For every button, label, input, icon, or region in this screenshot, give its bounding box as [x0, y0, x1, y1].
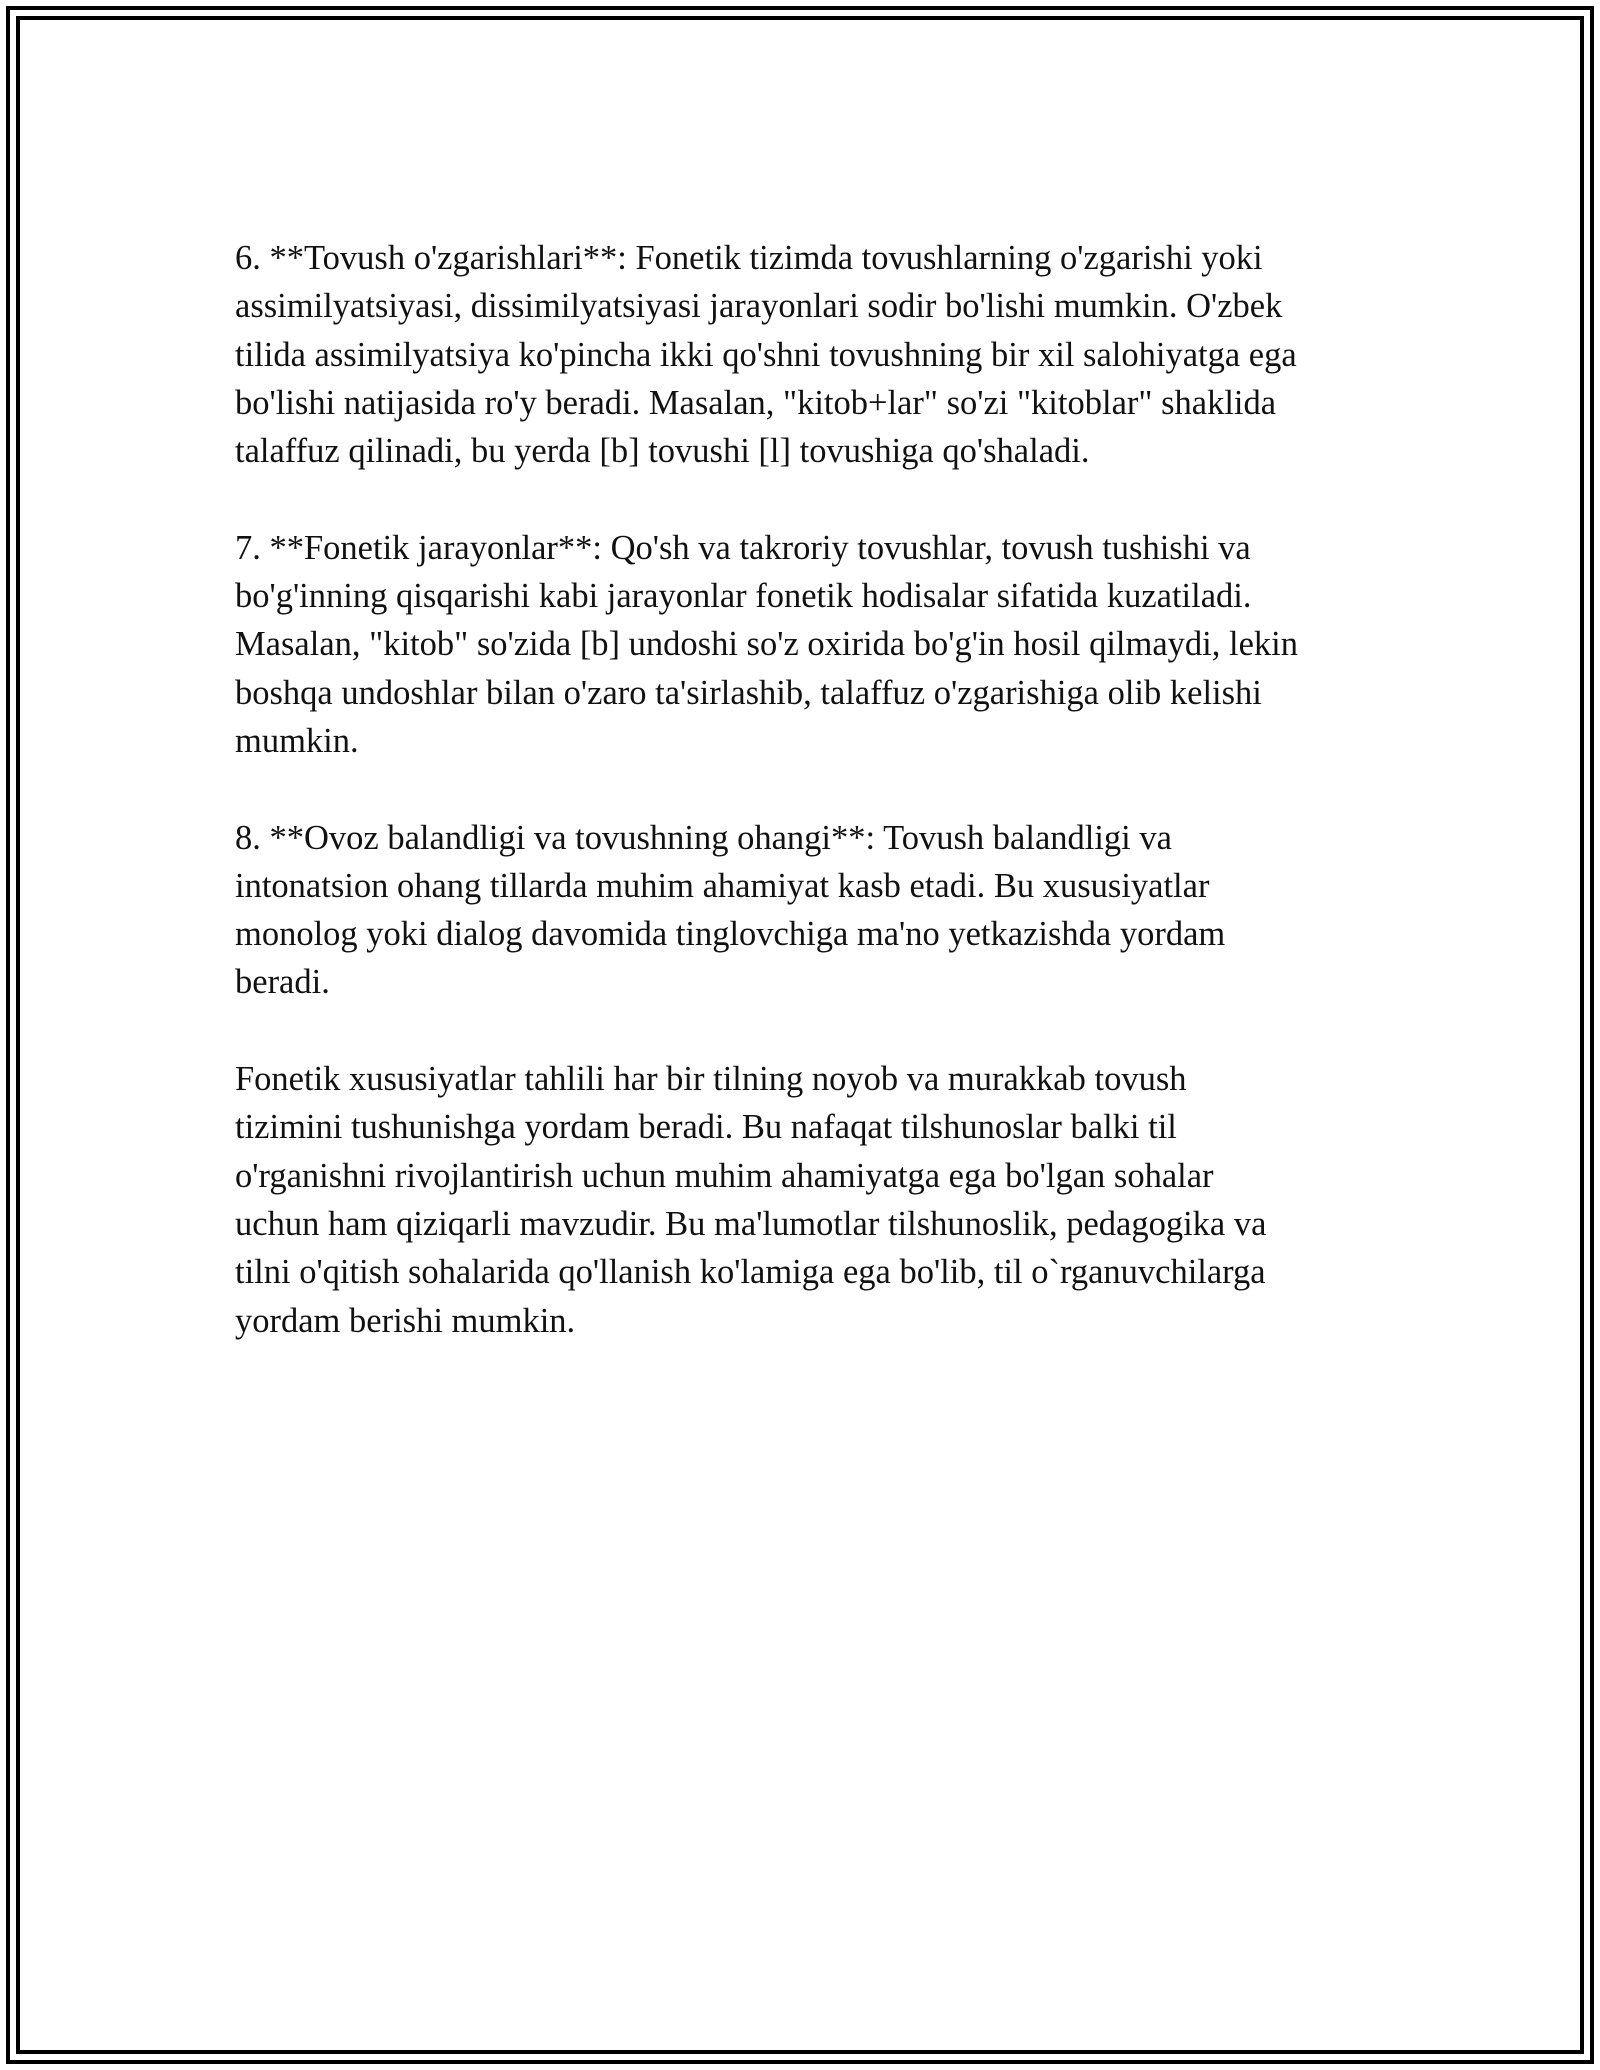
paragraph-conclusion: Fonetik xususiyatlar tahlili har bir tilning noyob va murakkab tovush tizimini tushunishga yordam beradi. Bu nafaqat tilshunoslar balki til o'rganishni rivojlantirish uchun muhim ahamiyatga ega bo'lgan sohalar uchun ham qiziqarli mavzudir. Bu ma'lumotlar tilshunoslik, pedagogika va tilni o'qitish sohalarida qo'llanish ko'lamiga ega bo'lib, til o`rganuvchilarga yordam berishi mumkin.	[235, 1060, 1267, 1340]
paragraph-sound-changes: 6. **Tovush o'zgarishlari**: Fonetik tizimda tovushlarning o'zgarishi yoki assimilyatsiyasi, dissimilyatsiyasi jarayonlari sodir bo'lishi mumkin. O'zbek tilida assimilyatsiya ko'pincha ikki qo'shni tovushning bir xil salohiyatga ega bo'lishi natijasida ro'y beradi. Masalan, "kitob+lar" so'zi "kitoblar" shaklida talaffuz qilinadi, bu yerda [b] tovushi [l] tovushiga qo'shaladi.	[235, 239, 1297, 471]
document-body	[235, 234, 1385, 1393]
paragraph-pitch-and-intonation: 8. **Ovoz balandligi va tovushning ohangi**: Tovush balandligi va intonatsion ohang tillarda muhim ahamiyat kasb etadi. Bu xususiyatlar monolog yoki dialog davomida tinglovchiga ma'no yetkazishda yordam beradi.	[235, 818, 1226, 1002]
paragraph-phonetic-processes: 7. **Fonetik jarayonlar**: Qo'sh va takroriy tovushlar, tovush tushishi va bo'g'inning qisqarishi kabi jarayonlar fonetik hodisalar sifatida kuzatiladi. Masalan, "kitob" so'zida [b] undoshi so'z oxirida bo'g'in hosil qilmaydi, lekin boshqa undoshlar bilan o'zaro ta'sirlashib, talaffuz o'zgarishiga olib kelishi mumkin.	[235, 528, 1298, 760]
